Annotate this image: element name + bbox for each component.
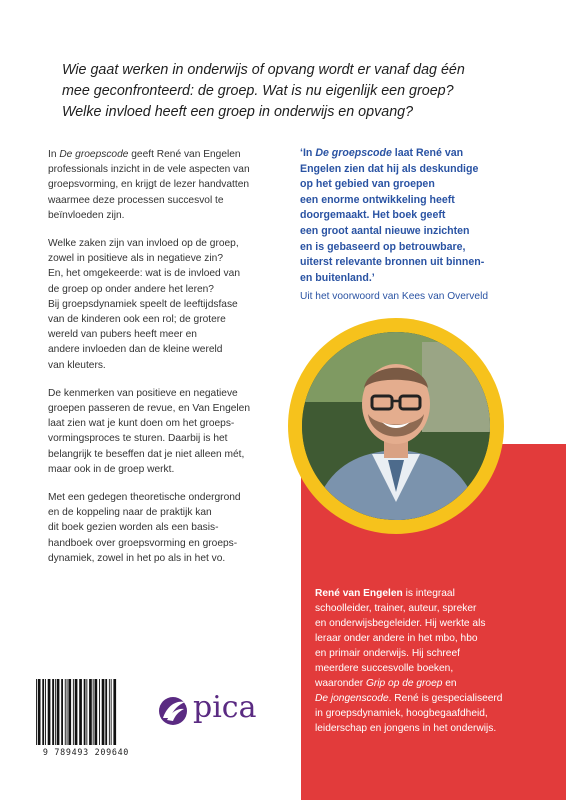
barcode-bar [45, 679, 46, 745]
description-line: van de kinderen ook een rol; de grotere [48, 314, 226, 326]
bio-line: in groepsdynamiek, hoogbegaafdheid, [315, 708, 488, 719]
barcode-bar [111, 679, 112, 745]
description-column [48, 147, 278, 579]
barcode-bars [30, 679, 142, 745]
barcode-bar [99, 679, 100, 745]
quote-line: een groot aantal nieuwe inzichten [300, 224, 470, 237]
description-paragraph-3 [48, 386, 278, 477]
barcode-bar [36, 679, 37, 745]
description-paragraph-2 [48, 236, 278, 373]
quote-line: uiterst relevante bronnen uit binnen- [300, 256, 485, 269]
description-line: zowel in positieve als in negatieve zin? [48, 253, 223, 265]
description-line: groepsvorming, en krijgt de lezer handvatten [48, 179, 250, 191]
description-line: Met een gedegen theoretische ondergrond [48, 492, 241, 504]
barcode-bar [65, 679, 66, 745]
barcode-bar [113, 679, 116, 745]
barcode-bar [52, 679, 54, 745]
description-line: professionals inzicht in de vele aspecten van [48, 164, 250, 176]
author-name: René van Engelen [315, 588, 403, 599]
description-line: beïnvloeden zijn. [48, 209, 125, 221]
publisher-logo [158, 690, 268, 734]
intro-line-2: mee geconfronteerd: de groep. Wat is nu eigenlijk een groep? [62, 83, 454, 99]
description-line: laat zien wat je kunt doen om het groeps- [48, 418, 235, 430]
barcode-bar [42, 679, 44, 745]
description-line: wereld van pubers heeft meer en [48, 329, 197, 341]
intro-text [62, 60, 532, 123]
description-line: maar ook in de groep werkt. [48, 463, 175, 475]
description-line: Welke zaken zijn van invloed op de groep, [48, 238, 239, 250]
bio-book-title-1: Grip op de groep [365, 678, 443, 689]
intro-line-3: Welke invloed heeft een groep in onderwijs en opvang? [62, 104, 414, 120]
description-line: vormingsproces te sturen. Daarbij is het [48, 433, 228, 445]
pica-bird-logo-icon [158, 692, 188, 730]
bio-line: schoolleider, trainer, auteur, spreker [315, 603, 477, 614]
quote-line: doorgemaakt. Het boek geeft [300, 209, 446, 222]
description-line: En, het omgekeerde: wat is de invloed van [48, 268, 240, 280]
barcode-bar [73, 679, 74, 745]
barcode-bar [61, 679, 63, 745]
description-paragraph-4 [48, 490, 278, 566]
quote-line: een enorme ontwikkeling heeft [300, 193, 455, 206]
book-title: De groepscode [59, 149, 129, 160]
description-line: De kenmerken van positieve en negatieve [48, 387, 238, 399]
description-line: Bij groepsdynamiek speelt de leeftijdsfase [48, 298, 238, 310]
bio-line: en primair onderwijs. Hij schreef [315, 648, 460, 659]
author-portrait-illustration [302, 332, 490, 520]
barcode-bar [105, 679, 107, 745]
description-line: en de koppeling naar de praktijk kan [48, 507, 212, 519]
description-line: van kleuters. [48, 359, 106, 371]
bio-line: en onderwijsbegeleider. Hij werkte als [315, 618, 486, 629]
barcode-bar [55, 679, 56, 745]
quote-line: ‘In De groepscode laat René van [300, 147, 464, 159]
bio-line: leraar onder andere in het mbo, hbo [315, 633, 478, 644]
bio-line: meerdere succesvolle boeken, [315, 663, 454, 674]
barcode-bar [57, 679, 60, 745]
quote-book-title: De groepscode [315, 147, 392, 159]
publisher-name: pica [193, 690, 257, 725]
quote-line: op het gebied van groepen [300, 178, 435, 191]
barcode-bar [93, 679, 94, 745]
description-line: dynamiek, zowel in het po als in het vo. [48, 552, 226, 564]
bio-line: waaronder Grip op de groep en [315, 678, 457, 689]
barcode-bar [68, 679, 71, 745]
description-line: In De groepscode geeft René van Engelen [48, 149, 241, 160]
barcode-bar [38, 679, 41, 745]
bio-book-title-2: De jongenscode [315, 693, 389, 704]
author-photo-ring [288, 318, 504, 534]
foreword-quote [300, 146, 540, 286]
bio-line: De jongenscode. René is gespecialiseerd [315, 693, 503, 704]
barcode-bar [102, 679, 105, 745]
barcode-bar [79, 679, 82, 745]
isbn-barcode [30, 679, 142, 745]
description-line: dit boek gezien worden als een basis- [48, 522, 219, 534]
description-line: waarmee deze processen succesvol te [48, 194, 224, 206]
barcode-bar [67, 679, 68, 745]
author-photo [302, 332, 490, 520]
isbn-number: 9 789493 209640 [42, 747, 130, 757]
barcode-bar [86, 679, 87, 745]
quote-line: en is gebaseerd op betrouwbare, [300, 240, 466, 253]
barcode-bar [75, 679, 78, 745]
barcode-bar [109, 679, 110, 745]
author-bio [315, 586, 545, 736]
quote-attribution: Uit het voorwoord van Kees van Overveld [300, 291, 488, 302]
barcode-bar [89, 679, 92, 745]
description-line: andere invloeden dan de kleine wereld [48, 344, 223, 356]
quote-line: en buitenland.’ [300, 271, 375, 284]
intro-line-1: Wie gaat werken in onderwijs of opvang wordt er vanaf dag één [62, 62, 465, 78]
bio-line: leiderschap en jongens in het onderwijs. [315, 723, 497, 734]
barcode-bar [95, 679, 98, 745]
description-paragraph-1 [48, 147, 278, 223]
barcode-bar [48, 679, 51, 745]
bio-line: René van Engelen is integraal [315, 588, 455, 599]
description-line: de groep op onder andere het leren? [48, 283, 214, 295]
description-line: handboek over groepsvorming en groeps- [48, 537, 238, 549]
quote-line: Engelen zien dat hij als deskundige [300, 162, 479, 175]
description-line: belangrijk te beseffen dat je niet alleen mét, [48, 448, 245, 460]
barcode-bar [84, 679, 86, 745]
description-line: groepen passeren de revue, en Van Engelen [48, 403, 251, 415]
